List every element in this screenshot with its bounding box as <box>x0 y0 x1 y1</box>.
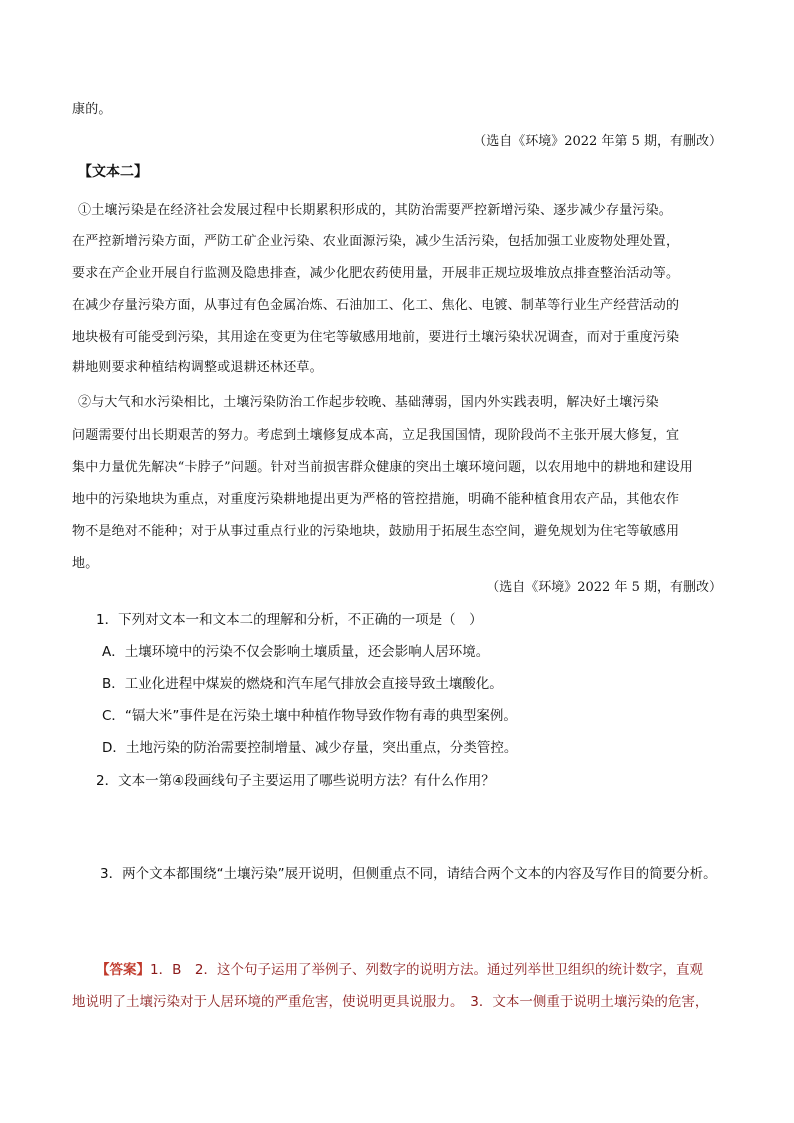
answer-line-1 <box>96 960 756 980</box>
source-citation: （选自《环境》2022 年第 5 期，有删改） <box>473 134 722 149</box>
paragraph-line: 问题需要付出长期艰苦的努力。考虑到土壤修复成本高，立足我国国情，现阶段尚不主张开展大修复，宜 <box>72 428 680 443</box>
paragraph-line: 要求在产企业开展自行监测及隐患排查，减少化肥农药使用量，开展非正规垃圾堆放点排查整治活动等。 <box>72 266 680 281</box>
paragraph-line: 地。 <box>72 556 99 571</box>
paragraph-line: 在减少存量污染方面，从事过有色金属冶炼、石油加工、化工、焦化、电镀、制革等行业生产经营活动的 <box>72 298 680 313</box>
section-heading: 【文本二】 <box>78 164 148 180</box>
option-d: D．土地污染的防治需要控制增量、减少存量，突出重点，分类管控。 <box>102 740 518 756</box>
paragraph-line: 集中力量优先解决“卡脖子”问题。针对当前损害群众健康的突出土壤环境问题，以农用地中的耕地和建设用 <box>72 460 693 475</box>
paragraph-line: 物不是绝对不能种；对于从事过重点行业的污染地块，鼓励用于拓展生态空间，避免规划为住宅等敏感用 <box>72 524 680 539</box>
paragraph-line: 地块极有可能受到污染，其用途在变更为住宅等敏感用地前，要进行土壤污染状况调查，而对于重度污染 <box>72 330 680 345</box>
option-a: A．土壤环境中的污染不仅会影响土壤质量，还会影响人居环境。 <box>102 644 490 660</box>
question-1: 1．下列对文本一和文本二的理解和分析，不正确的一项是（ ） <box>96 612 483 628</box>
question-2: 2．文本一第④段画线句子主要运用了哪些说明方法？有什么作用？ <box>96 773 495 789</box>
text-fragment: 康的。 <box>72 102 112 117</box>
paragraph-line: 在严控新增污染方面，严防工矿企业污染、农业面源污染，减少生活污染，包括加强工业废物处理处置， <box>72 234 680 249</box>
option-b: B．工业化进程中煤炭的燃烧和汽车尾气排放会直接导致土壤酸化。 <box>102 676 503 692</box>
source-citation: （选自《环境》2022 年 5 期，有删改） <box>486 580 722 595</box>
paragraph-line: ①土壤污染是在经济社会发展过程中长期累积形成的，其防治需要严控新增污染、逐步减少存量污染。 <box>78 203 673 218</box>
question-3: 3．两个文本都围绕“土壤污染”展开说明，但侧重点不同，请结合两个文本的内容及写作目的简要分析。 <box>100 866 717 882</box>
answer-line-2: 地说明了土壤污染对于人居环境的严重危害，使说明更具说服力。 3．文本一侧重于说明土壤污染的危害， <box>72 994 709 1010</box>
option-c: C．“镉大米”事件是在污染土壤中种植作物导致作物有毒的典型案例。 <box>102 708 517 724</box>
paragraph-line: 地中的污染地块为重点，对重度污染耕地提出更为严格的管控措施，明确不能种植食用农产品，其他农作 <box>72 492 680 507</box>
answer-tag: 【答案】 <box>96 962 150 978</box>
answer-text: 1．B 2．这个句子运用了举例子、列数字的说明方法。通过列举世卫组织的统计数字，直观 <box>150 962 703 978</box>
paragraph-line: 耕地则要求种植结构调整或退耕还林还草。 <box>72 360 323 375</box>
paragraph-line: ②与大气和水污染相比，土壤污染防治工作起步较晚、基础薄弱，国内外实践表明，解决好土壤污染 <box>78 395 659 410</box>
